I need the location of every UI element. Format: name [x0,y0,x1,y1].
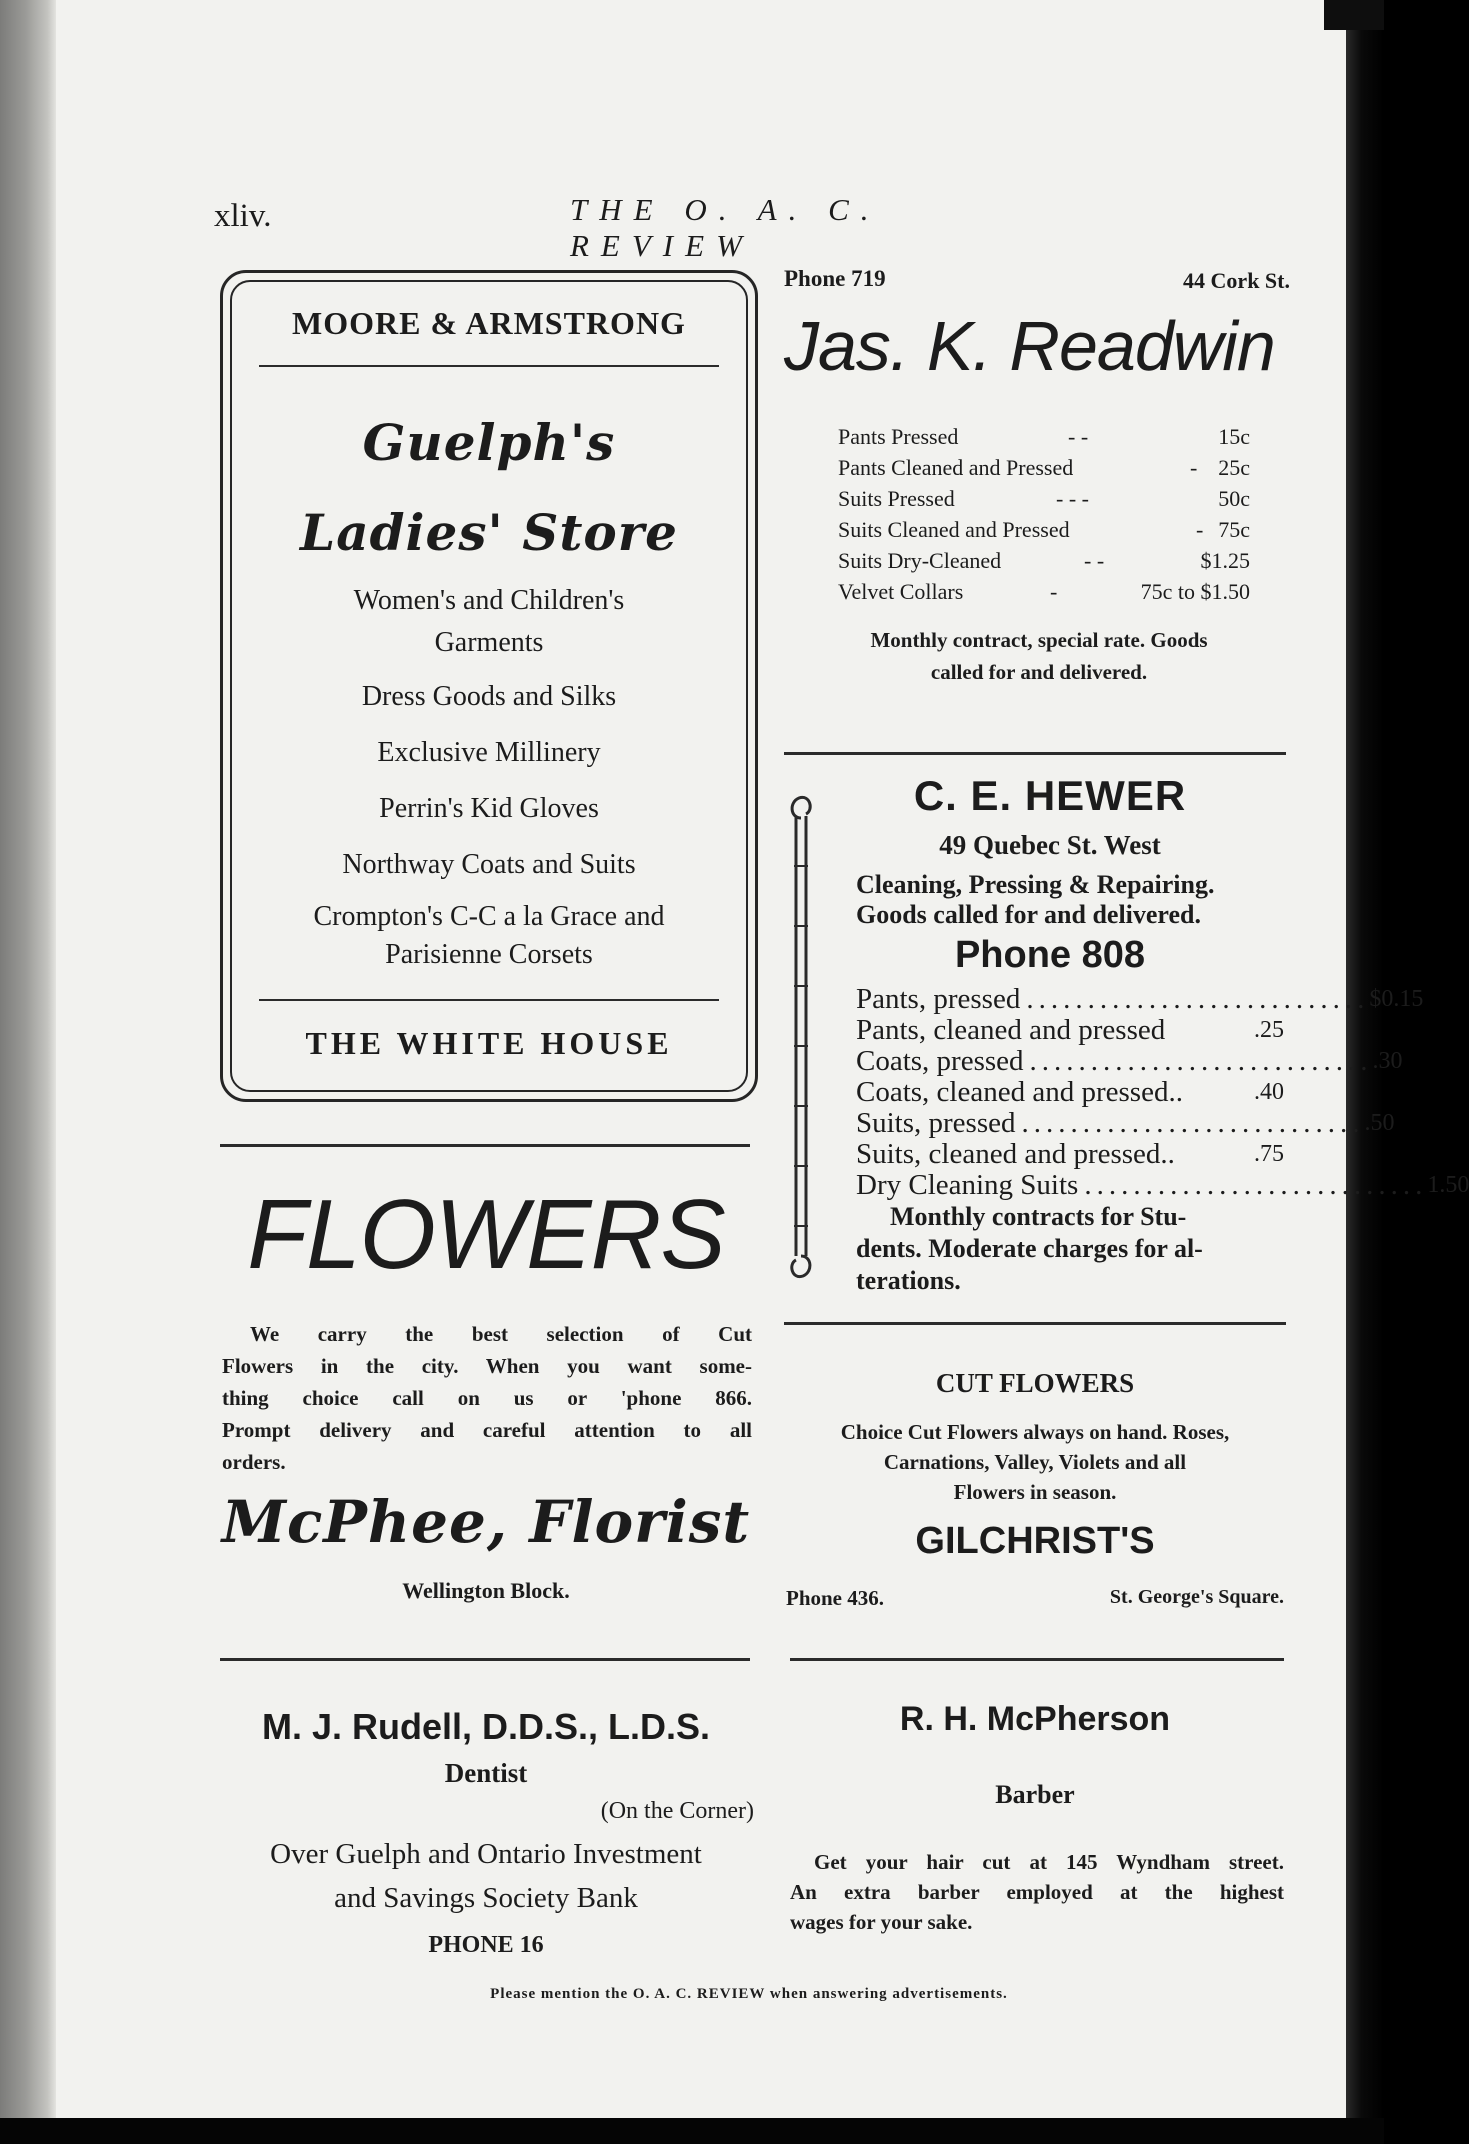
rudell-phone: PHONE 16 [428,1932,544,1958]
readwin-note-line1: Monthly contract, special rate. Goods [870,628,1208,652]
store-title-line2: Ladies' Store [300,503,678,562]
price-row: Suits, pressed ............................ .50 [856,1107,1395,1139]
price-row: Coats, cleaned and pressed.. .40 [856,1076,1284,1108]
readwin-phone: Phone 719 [784,266,886,291]
readwin-note-line2: called for and delivered. [930,660,1148,684]
rudell-location-line1: Over Guelph and Ontario Investment [270,1838,702,1870]
store-item: Women's and Children's [353,585,625,616]
footer-note: Please mention the O. A. C. REVIEW when answering advertisements. [490,1986,1008,2002]
page-top-corner [1324,0,1384,30]
running-title: THE O. A. C. REVIEW [570,192,881,263]
page-binding-edge [0,0,56,2144]
store-item: Garments [434,627,544,658]
hewer-phone: Phone 808 [954,934,1146,976]
price-row: Pants, cleaned and pressed .25 [856,1014,1284,1046]
readwin-name: Jas. K. Readwin [784,307,1275,385]
price-row: Pants Pressed - - 15c [838,424,1250,449]
store-item: Perrin's Kid Gloves [379,793,599,824]
mcpherson-name: R. H. McPherson [899,1700,1171,1738]
store-footer: THE WHITE HOUSE [305,1025,673,1061]
store-item: Dress Goods and Silks [361,681,617,712]
moore-armstrong-ad [220,270,758,1102]
store-item: Parisienne Corsets [385,939,593,970]
page-right-edge [1346,28,1384,2144]
hewer-note-line3: terations. [856,1266,961,1295]
section-divider [784,1322,1286,1325]
page-folio: xliv. [214,198,272,234]
rudell-title: Dentist [444,1758,528,1788]
price-row: Pants Cleaned and Pressed - 25c [838,455,1250,480]
mcphee-body: We carry the best selection of Cut Flowers in the city. When you want some- thing choice call on us or 'phone 866. Prompt delivery and careful attention to all orders. [222,1322,752,1474]
hewer-note-line2: dents. Moderate charges for al- [856,1234,1203,1263]
price-row: Suits Cleaned and Pressed - 75c [838,517,1250,542]
gilchrist-name: GILCHRIST'S [915,1520,1155,1562]
price-row: Suits, cleaned and pressed.. .75 [856,1138,1284,1170]
hewer-note-line1: Monthly contracts for Stu- [890,1202,1187,1231]
price-row: Suits Dry-Cleaned - - $1.25 [838,548,1250,573]
gilchrist-address: St. George's Square. [1109,1586,1284,1608]
section-divider [220,1658,750,1661]
store-item: Northway Coats and Suits [342,849,636,880]
divider [259,365,719,367]
readwin-price-list [838,424,1250,610]
mcpherson-title: Barber [995,1780,1075,1809]
hewer-name: C. E. HEWER [913,772,1187,819]
rudell-name: M. J. Rudell, D.D.S., L.D.S. [261,1706,711,1747]
rudell-location-note: (On the Corner) [600,1798,754,1824]
store-item: Crompton's C-C a la Grace and [313,901,665,932]
page-bottom-edge [0,2118,1384,2144]
mcpherson-body-line3: wages for your sake. [790,1910,973,1934]
divider [259,999,719,1001]
hewer-address: 49 Quebec St. West [939,830,1161,860]
hewer-price-list [856,983,1469,1201]
mcpherson-body-line1: Get your hair cut at 145 Wyndham street. [814,1850,1284,1874]
mcphee-name: McPhee, Florist [221,1488,751,1556]
gilchrist-body-line2: Carnations, Valley, Violets and all [883,1450,1187,1474]
section-divider [790,1658,1284,1661]
price-row: Velvet Collars - 75c to $1.50 [838,579,1250,604]
gilchrist-body-line1: Choice Cut Flowers always on hand. Roses, [840,1420,1230,1444]
price-row: Pants, pressed ............................ $0.15 [856,983,1424,1015]
store-name: MOORE & ARMSTRONG [292,305,686,341]
flowers-headline: FLOWERS [247,1179,725,1289]
price-row: Suits Pressed - - - 50c [838,486,1250,511]
gilchrist-heading: CUT FLOWERS [935,1368,1135,1398]
gilchrist-phone: Phone 436. [786,1586,885,1610]
section-divider [220,1144,750,1147]
scroll-ornament [786,786,816,1288]
section-divider [784,752,1286,755]
mcpherson-body-line2: An extra barber employed at the highest [790,1880,1284,1904]
rudell-location-line2: and Savings Society Bank [334,1882,638,1914]
store-item: Exclusive Millinery [377,737,601,768]
mcphee-location: Wellington Block. [402,1578,570,1603]
price-row: Coats, pressed ............................ .30 [856,1045,1403,1077]
hewer-services-line2: Goods called for and delivered. [856,900,1201,929]
readwin-address: 44 Cork St. [1183,268,1290,293]
price-row: Dry Cleaning Suits ............................ 1.50 [856,1169,1469,1201]
hewer-services-line1: Cleaning, Pressing & Repairing. [856,870,1215,899]
gilchrist-body-line3: Flowers in season. [953,1480,1117,1504]
store-title-line1: Guelph's [362,413,616,472]
